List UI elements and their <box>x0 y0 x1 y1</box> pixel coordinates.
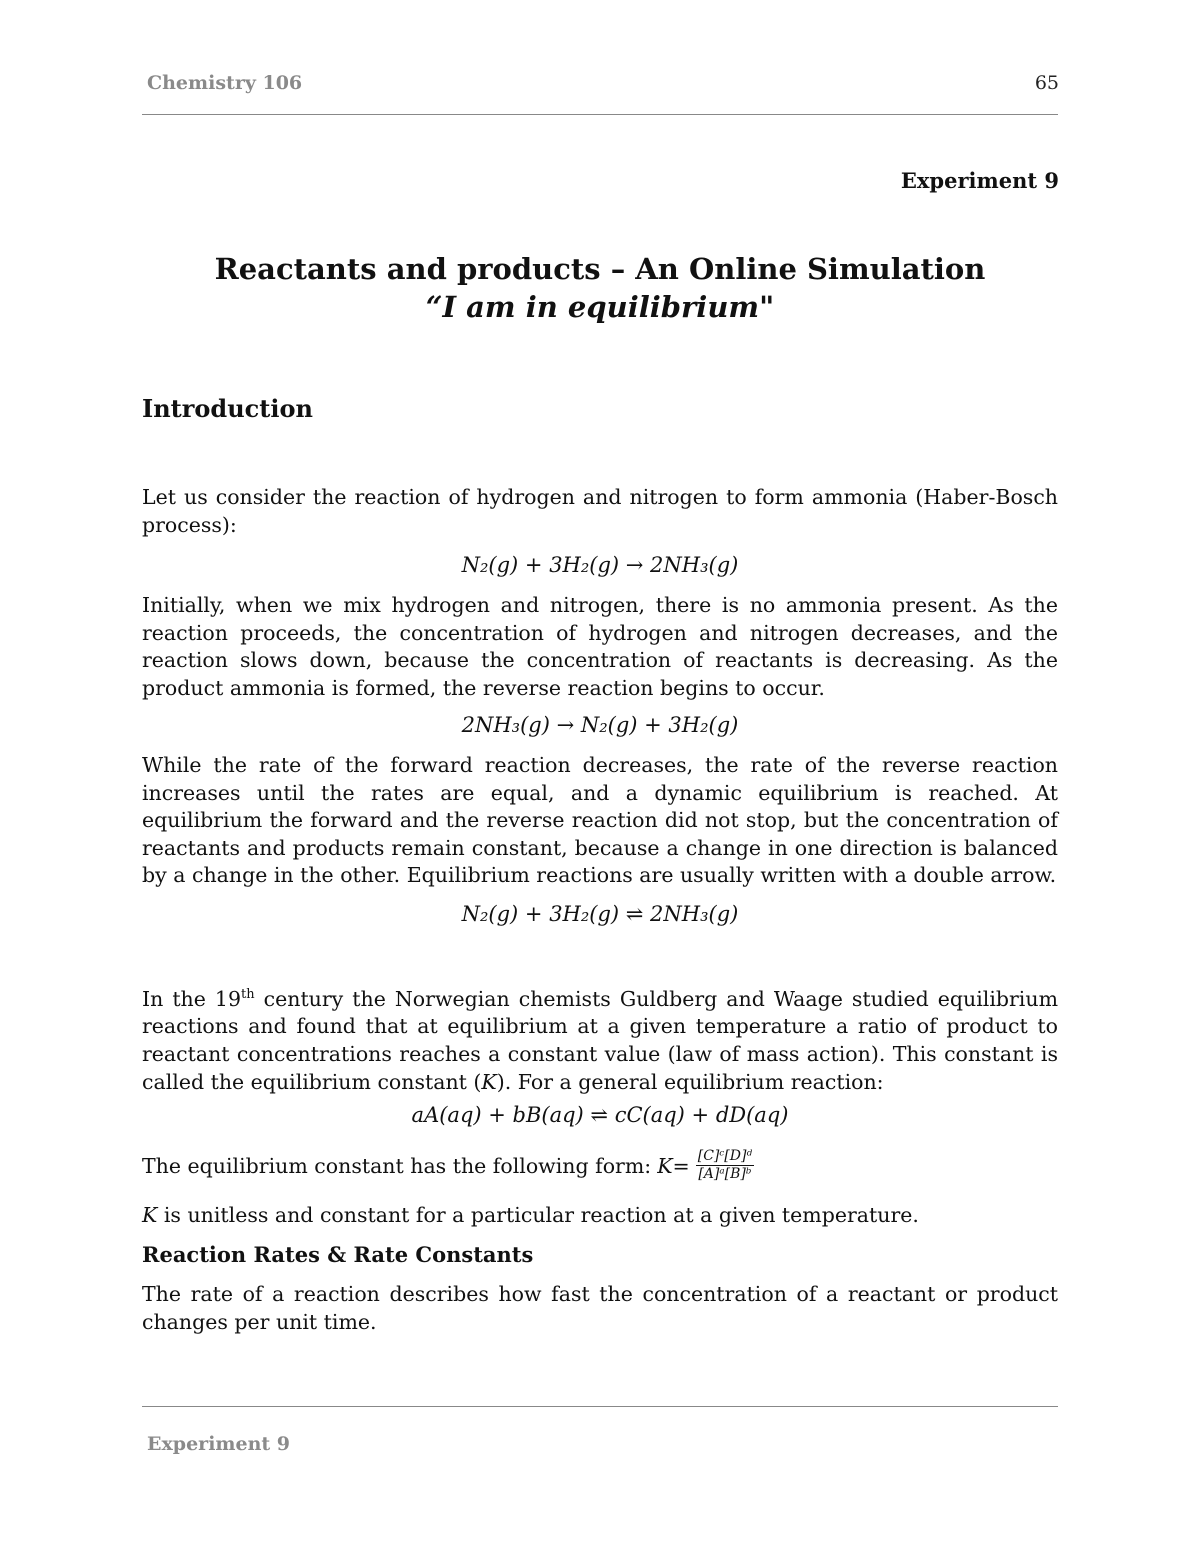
p4-superscript: th <box>241 987 255 1002</box>
equilibrium-constant-formula <box>142 1148 754 1183</box>
paragraph-rate-definition: The rate of a reaction describes how fast the concentration of a reactant or product changes per unit time. <box>142 1282 1058 1334</box>
header-divider <box>142 114 1058 115</box>
p4-prefix: In the 19 <box>142 986 241 1011</box>
paragraph-k-unitless <box>142 1202 1058 1230</box>
k-note-text: is unitless and constant for a particular reaction at a given temperature. <box>157 1203 919 1227</box>
k-symbol: K <box>657 1153 673 1178</box>
k-note-symbol: K <box>142 1203 158 1227</box>
equation-reverse: 2NH₃(g) → N₂(g) + 3H₂(g) <box>461 713 739 737</box>
equation-general: aA(aq) + bB(aq) ⇌ cC(aq) + dD(aq) <box>411 1103 789 1127</box>
k-fraction <box>696 1148 754 1183</box>
k-line-text: The equilibrium constant has the following form: <box>142 1153 652 1178</box>
page-subtitle: “I am in equilibrium" <box>425 290 775 324</box>
header-course-title: Chemistry 106 <box>147 72 303 94</box>
footer-label: Experiment 9 <box>147 1433 291 1455</box>
p4-body: century the Norwegian chemists Guldberg and Waage studied equilibrium reactions and found that at equilibrium at a given temperature a ratio of product to reactant concentrations reaches a constant value (law of mass action). This constant is called the equilibrium constant ( <box>142 986 1059 1094</box>
rate-heading: Reaction Rates & Rate Constants <box>142 1242 534 1267</box>
k-equals: = <box>672 1153 690 1178</box>
equation-equilibrium: N₂(g) + 3H₂(g) ⇌ 2NH₃(g) <box>461 902 739 926</box>
footer-divider <box>142 1406 1058 1407</box>
k-denominator: [A]ᵃ[B]ᵇ <box>698 1166 752 1182</box>
equation-forward: N₂(g) + 3H₂(g) → 2NH₃(g) <box>461 553 739 577</box>
p4-k-symbol: K <box>481 1069 497 1094</box>
page-title: Reactants and products – An Online Simulation <box>214 252 986 286</box>
page-number: 65 <box>1034 72 1059 94</box>
k-numerator: [C]ᶜ[D]ᵈ <box>697 1148 753 1164</box>
paragraph-guldberg-waage <box>142 981 1058 1096</box>
paragraph-haber-bosch: Let us consider the reaction of hydrogen and nitrogen to form ammonia (Haber-Bosch process): <box>142 485 1058 537</box>
experiment-label: Experiment 9 <box>900 168 1059 193</box>
p4-end: ). For a general equilibrium reaction: <box>496 1069 884 1094</box>
paragraph-initially: Initially, when we mix hydrogen and nitrogen, there is no ammonia present. As the reaction proceeds, the concentration of hydrogen and nitrogen decreases, and the reaction slows down, because the concentration of reactants is decreasing. As the product ammonia is formed, the reverse reaction begins to occur. <box>142 593 1058 700</box>
paragraph-rates-equal: While the rate of the forward reaction decreases, the rate of the reverse reaction increases until the rates are equal, and a dynamic equilibrium is reached. At equilibrium the forward and the reverse reaction did not stop, but the concentration of reactants and products remain constant, because a change in one direction is balanced by a change in the other. Equilibrium reactions are usually written with a double arrow. <box>142 753 1058 888</box>
introduction-heading: Introduction <box>142 394 313 423</box>
